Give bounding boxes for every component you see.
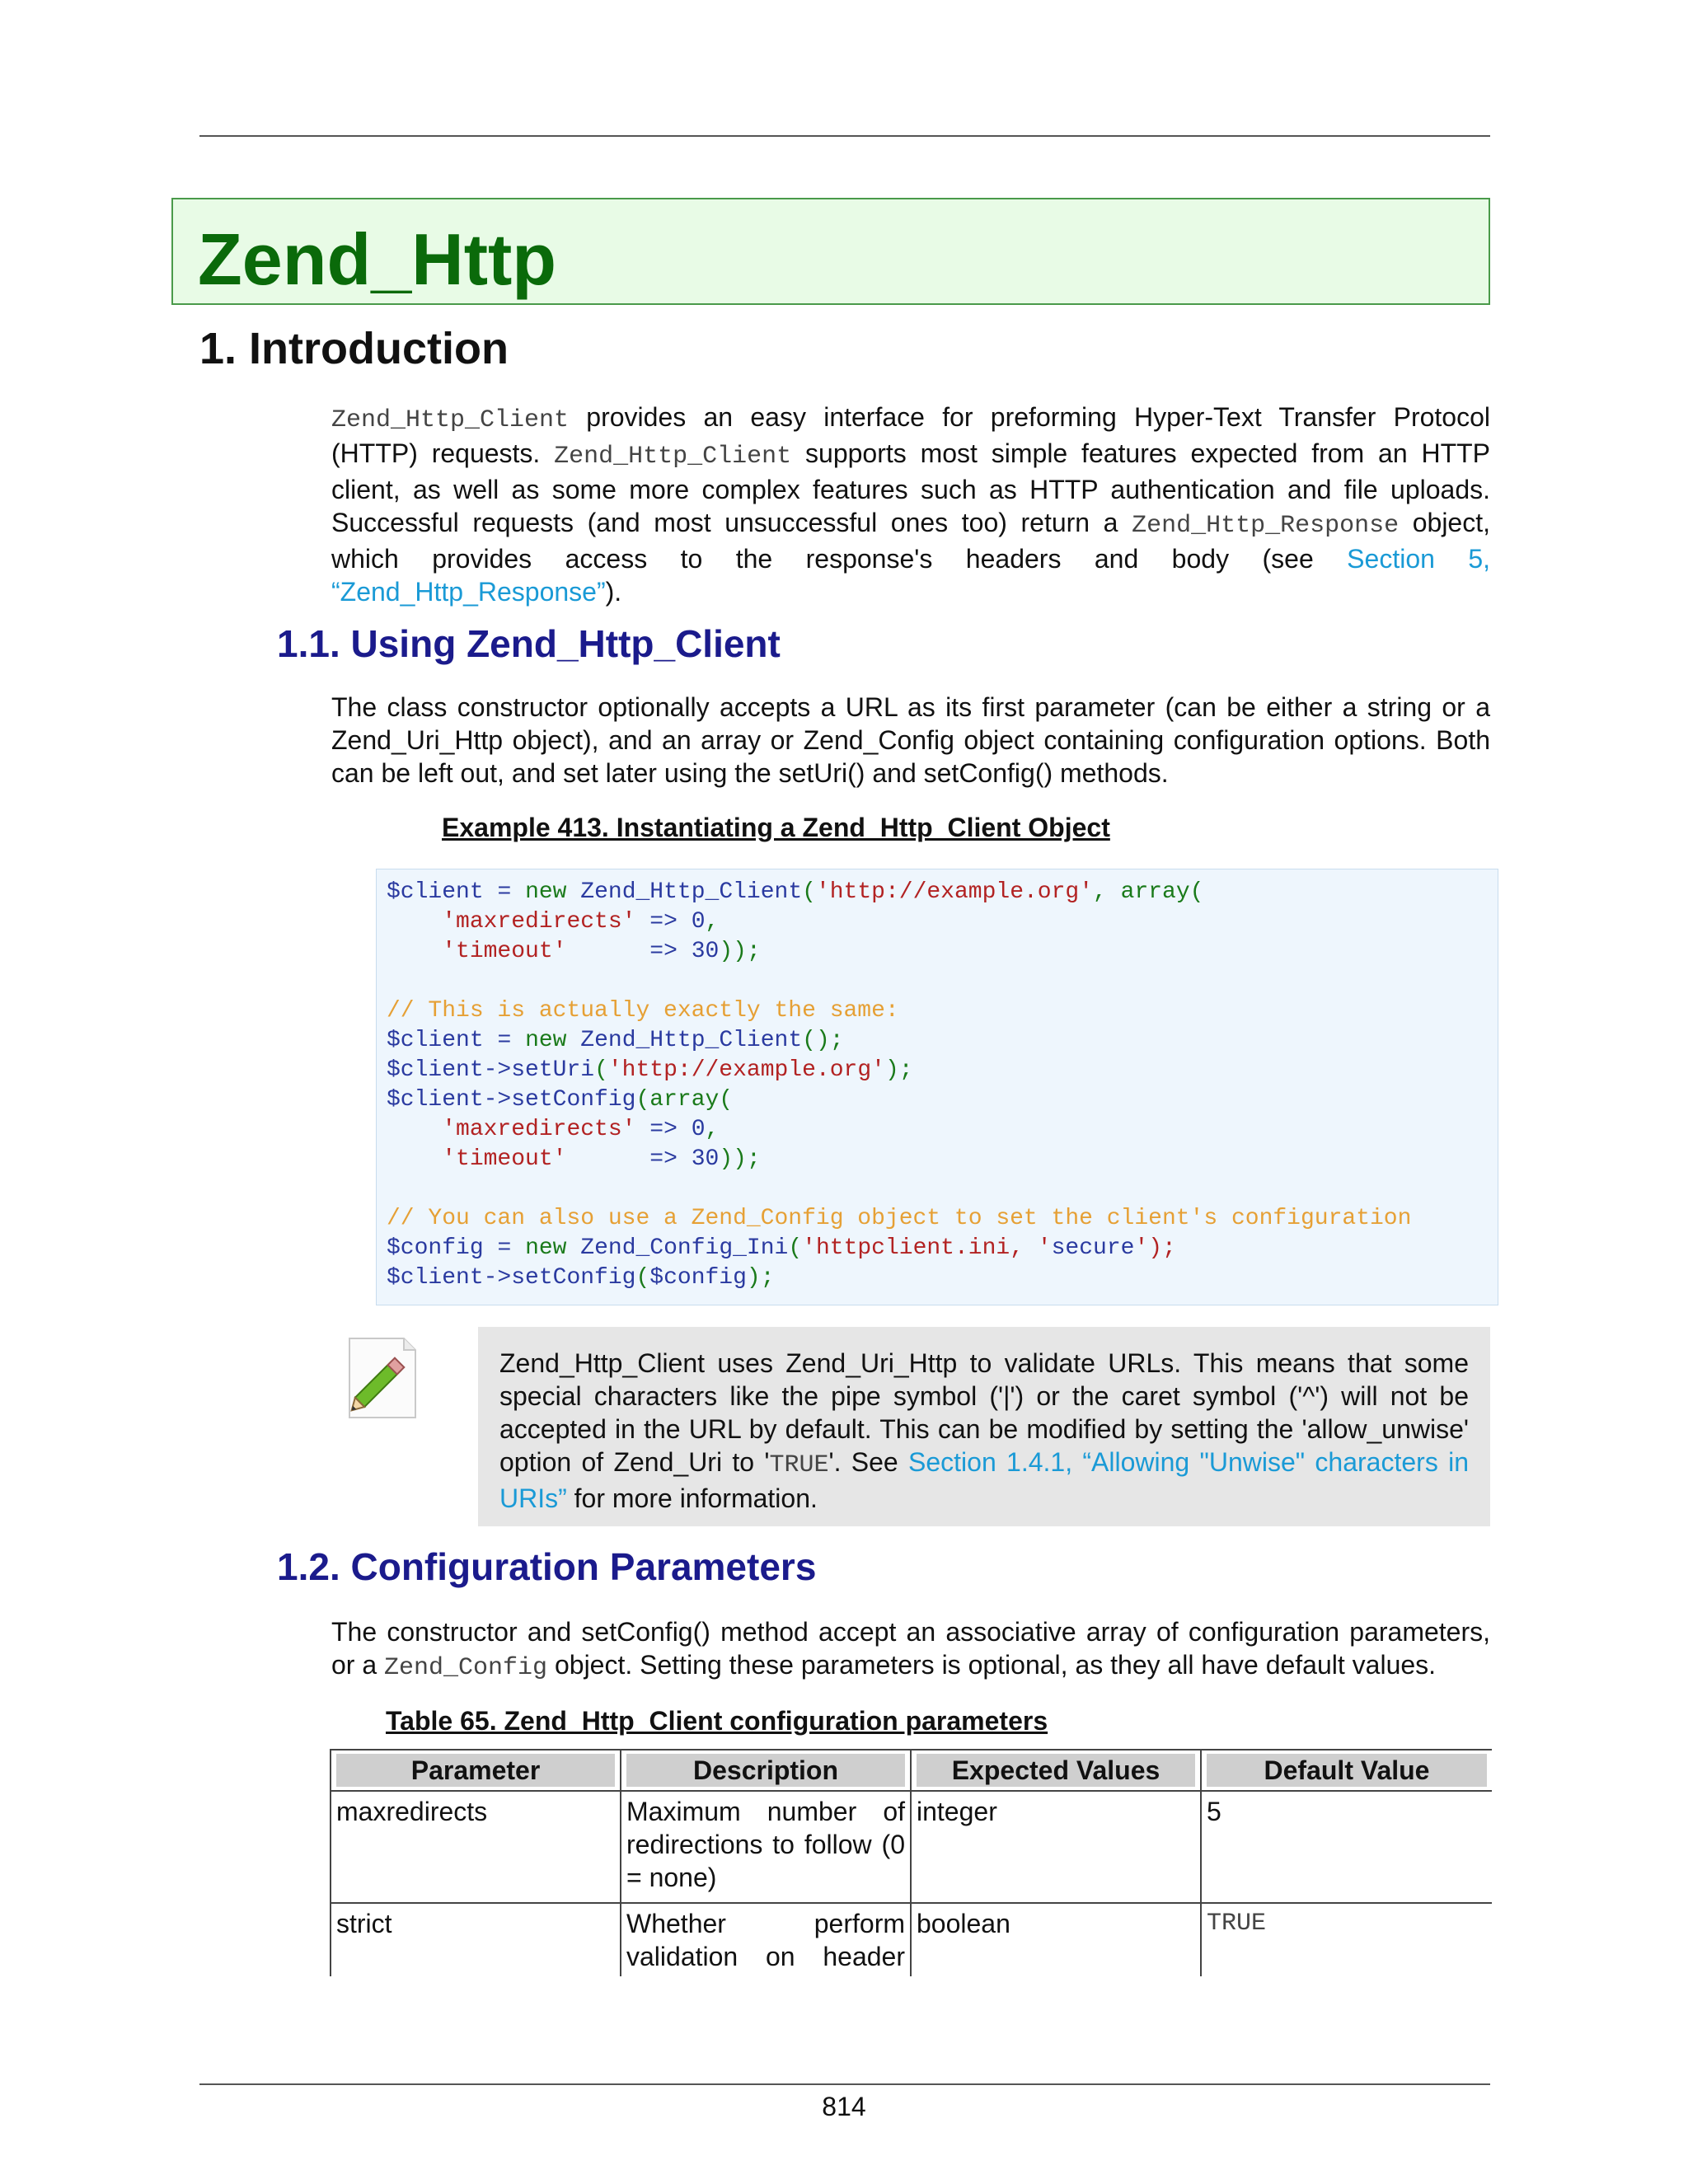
column-header [1201,1750,1492,1791]
inline-code: Zend_Http_Client [554,443,792,471]
note-box [478,1327,1490,1526]
config-text: object. Setting these parameters is optional, as they all have default values. [547,1650,1437,1680]
note-pencil-icon [340,1332,422,1424]
constructor-paragraph: The class constructor optionally accepts a URL as its first parameter (can be either a string or a Zend_Uri_Http object), and an array or Zend_Config object containing configuration options. Both can be left out, and set later using the setUri() and setConfig() methods. [331,692,1490,788]
code-example [376,869,1498,1305]
inline-code: Zend_Http_Client [331,406,570,434]
chapter-title-box [171,198,1490,305]
section-heading-introduction: 1. Introduction [199,324,509,373]
note-text [499,1347,1469,1515]
inline-code: Zend_Config [384,1654,548,1682]
code-line: $client->setUri('http://example.org'); [387,1057,913,1083]
footer-rule [199,2083,1490,2085]
intro-text: supports most simple features expected from an HTTP client, as well as some more complex features such as HTTP authentication and file uploads. Successful requests (and most unsuccessful ones too) return a [331,438,1490,537]
code-line: $client->setConfig($config); [387,1265,775,1291]
code-line: // This is actually exactly the same: [387,998,899,1024]
code-listing [387,878,1488,1293]
note-text-part: Zend_Http_Client uses Zend_Uri_Http to validate URLs. This means that some special characters like the pipe symbol ('|') or the caret symbol ('^') will not be accepted in the URL by default. This can be modified by setting the 'allow_unwise' option of Zend_Uri to ' [499,1348,1469,1477]
table-cell: Whether perform validation on header [621,1903,911,1976]
section-1-4-1-link[interactable]: Section 1.4.1, “Allowing "Unwise" characters in URIs” [499,1447,1470,1513]
table-row [331,1791,1492,1903]
table-cell: boolean [911,1903,1201,1976]
column-header-label: Expected Values [917,1754,1195,1787]
column-header [621,1750,911,1791]
section-heading-using-client: 1.1. Using Zend_Http_Client [277,622,781,665]
code-line: 'maxredirects' => 0, [442,1117,720,1142]
intro-text: provides an easy interface for preforming Hyper-Text Transfer Protocol (HTTP) requests. [331,402,1490,468]
header-rule [199,135,1490,137]
table-header-row [331,1750,1492,1791]
config-table-container [330,1749,1492,1980]
note-text-part: for more information. [566,1483,818,1513]
column-header [911,1750,1201,1791]
table-row [331,1903,1492,1976]
table-cell: 5 [1201,1791,1492,1903]
column-header-label: Parameter [336,1754,615,1787]
column-header-label: Default Value [1207,1754,1487,1787]
intro-text: object, which provides access to the response's headers and body (see [331,508,1491,574]
note-text-part: '. See [828,1447,908,1477]
table-cell: Maximum number of redirections to follow (0 = none) [621,1791,911,1903]
code-line: $client = new Zend_Http_Client('http://example.org', array( [387,879,1204,905]
code-line: $client = new Zend_Http_Client(); [387,1028,844,1053]
example-title: Example 413. Instantiating a Zend_Http_Client Object [442,813,1110,842]
config-paragraph [331,1615,1490,1685]
inline-code: TRUE [769,1451,829,1479]
column-header [331,1750,621,1791]
table-cell: maxredirects [331,1791,621,1903]
table-cell: integer [911,1791,1201,1903]
config-text: The constructor and setConfig() method accept an associative array of configuration parameters, or a [331,1617,1490,1680]
config-table [330,1749,1492,1976]
code-line: 'timeout' => 30)); [442,939,761,964]
column-header-label: Description [626,1754,905,1787]
table-cell: strict [331,1903,621,1976]
code-line: 'maxredirects' => 0, [442,909,720,935]
inline-code: Zend_Http_Response [1132,512,1400,540]
intro-text: ). [605,577,622,607]
section-heading-config-params: 1.2. Configuration Parameters [277,1545,817,1588]
intro-paragraph [331,401,1490,608]
code-line: // You can also use a Zend_Config object to set the client's configuration [387,1206,1412,1231]
code-line: $config = new Zend_Config_Ini('httpclient.ini, 'secure'); [387,1235,1176,1261]
table-cell: TRUE [1201,1903,1492,1976]
code-line: $client->setConfig(array( [387,1087,734,1113]
chapter-title: Zend_Http [198,218,557,300]
table-title: Table 65. Zend_Http_Client configuration parameters [386,1706,1048,1736]
page-number: 814 [822,2092,866,2121]
section-5-link[interactable]: Section 5, “Zend_Http_Response” [331,544,1491,607]
code-line: 'timeout' => 30)); [442,1146,761,1172]
